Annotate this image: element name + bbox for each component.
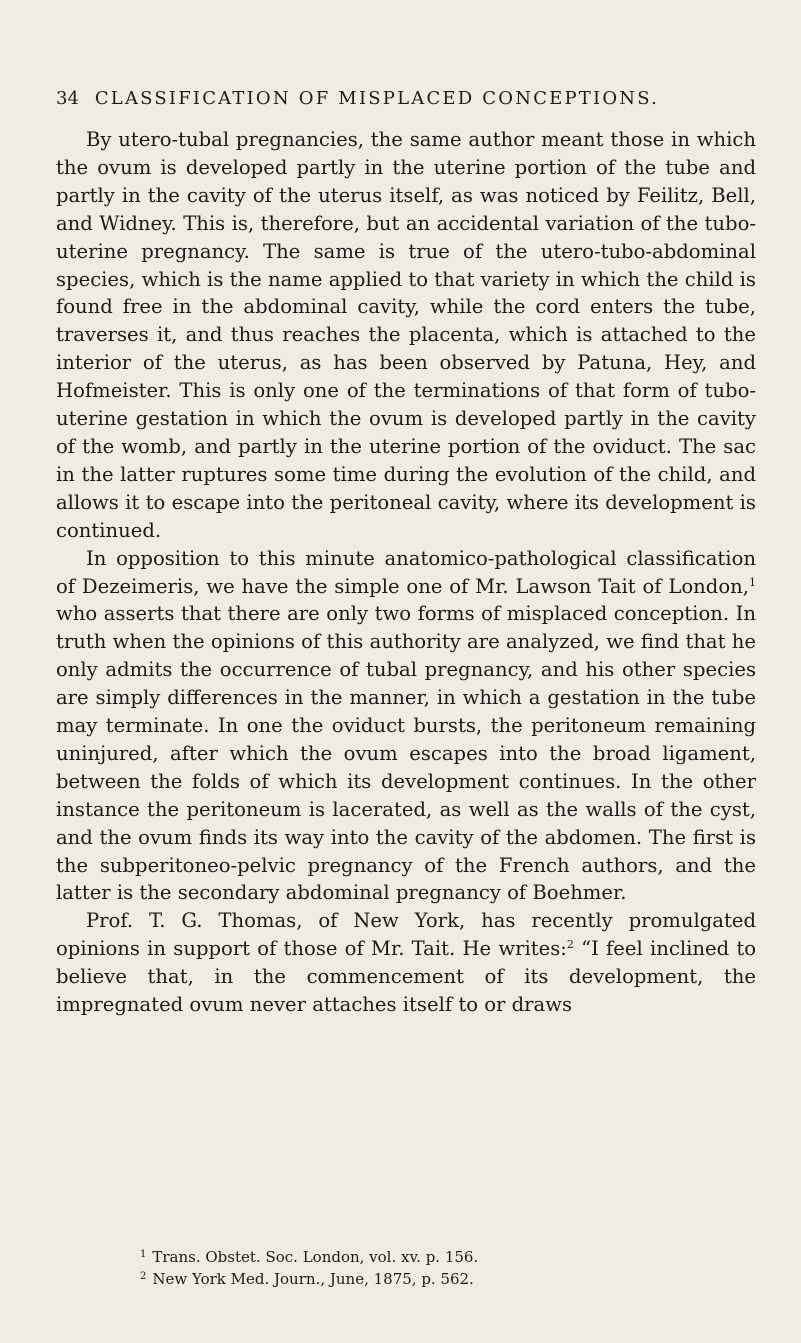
- footnote-1: [56, 1245, 756, 1267]
- paragraph-text: who asserts that there are only two forms of misplaced conception. In truth when the opinions of this authority are analyzed, we find that he only admits the occurrence of tubal pregnancy, and his other species are simply differences in the manner, in which a gestation in the tube may terminate. In one the oviduct bursts, the peritoneum remaining uninjured, after which the ovum escapes into the broad ligament, between the folds of which its development continues. In the other instance the peritoneum is lacerated, as well as the walls of the cyst, and the ovum finds its way into the cavity of the abdomen. The first is the subperitoneo-pelvic pregnancy of the French authors, and the latter is the secondary abdominal pregnancy of Boehmer.: [56, 602, 756, 905]
- footnote-text: New York Med. Journ., June, 1875, p. 562.: [152, 1270, 474, 1288]
- footnote-reference-2: 2: [566, 938, 574, 952]
- footnote-mark: 2: [140, 1271, 147, 1282]
- running-head-title: CLASSIFICATION OF MISPLACED CONCEPTIONS.: [94, 88, 660, 109]
- paragraph-text: “I feel inclined to believe that, in the commencement of its development, the impregnated ovum never attaches itself to or draws: [56, 937, 756, 1017]
- paragraph-text: By utero-tubal pregnancies, the same author meant those in which the ovum is developed partly in the uterine portion of the tube and partly in the cavity of the uterus itself, as was noticed by Feilitz, Bell, and Widney. This is, therefore, but an accidental variation of the tubo-uterine pregnancy. The same is true of the utero-tubo-abdominal species, which is the name applied to that variety in which the child is found free in the abdominal cavity, while the cord enters the tube, traverses it, and thus reaches the placenta, which is attached to the interior of the uterus, as has been observed by Patuna, Hey, and Hofmeister. This is only one of the terminations of that form of tubo-uterine gestation in which the ovum is developed partly in the cavity of the womb, and partly in the uterine portion of the oviduct. The sac in the latter ruptures some time during the evolution of the child, and allows it to escape into the peritoneal cavity, where its development is continued.: [56, 128, 756, 542]
- footnote-2: [56, 1267, 756, 1289]
- running-head: [56, 88, 756, 109]
- footnotes: [56, 1245, 756, 1289]
- paragraph-2: [56, 545, 756, 908]
- footnote-reference-1: 1: [749, 575, 756, 589]
- paragraph-text: Prof. T. G. Thomas, of New York, has recently promulgated opinions in support of those of Mr. Tait. He writes:: [56, 909, 756, 961]
- paragraph-3: [56, 907, 756, 1019]
- footnote-text: Trans. Obstet. Soc. London, vol. xv. p. 156.: [152, 1248, 479, 1266]
- paragraph-text: In opposition to this minute anatomico-pathological classification of Dezeimeris, we have the simple one of Mr. Lawson Tait of London,: [56, 546, 756, 598]
- body-text: [56, 126, 756, 1019]
- footnote-mark: 1: [140, 1249, 147, 1260]
- paragraph-1: [56, 126, 756, 545]
- page-number: 34: [56, 88, 79, 109]
